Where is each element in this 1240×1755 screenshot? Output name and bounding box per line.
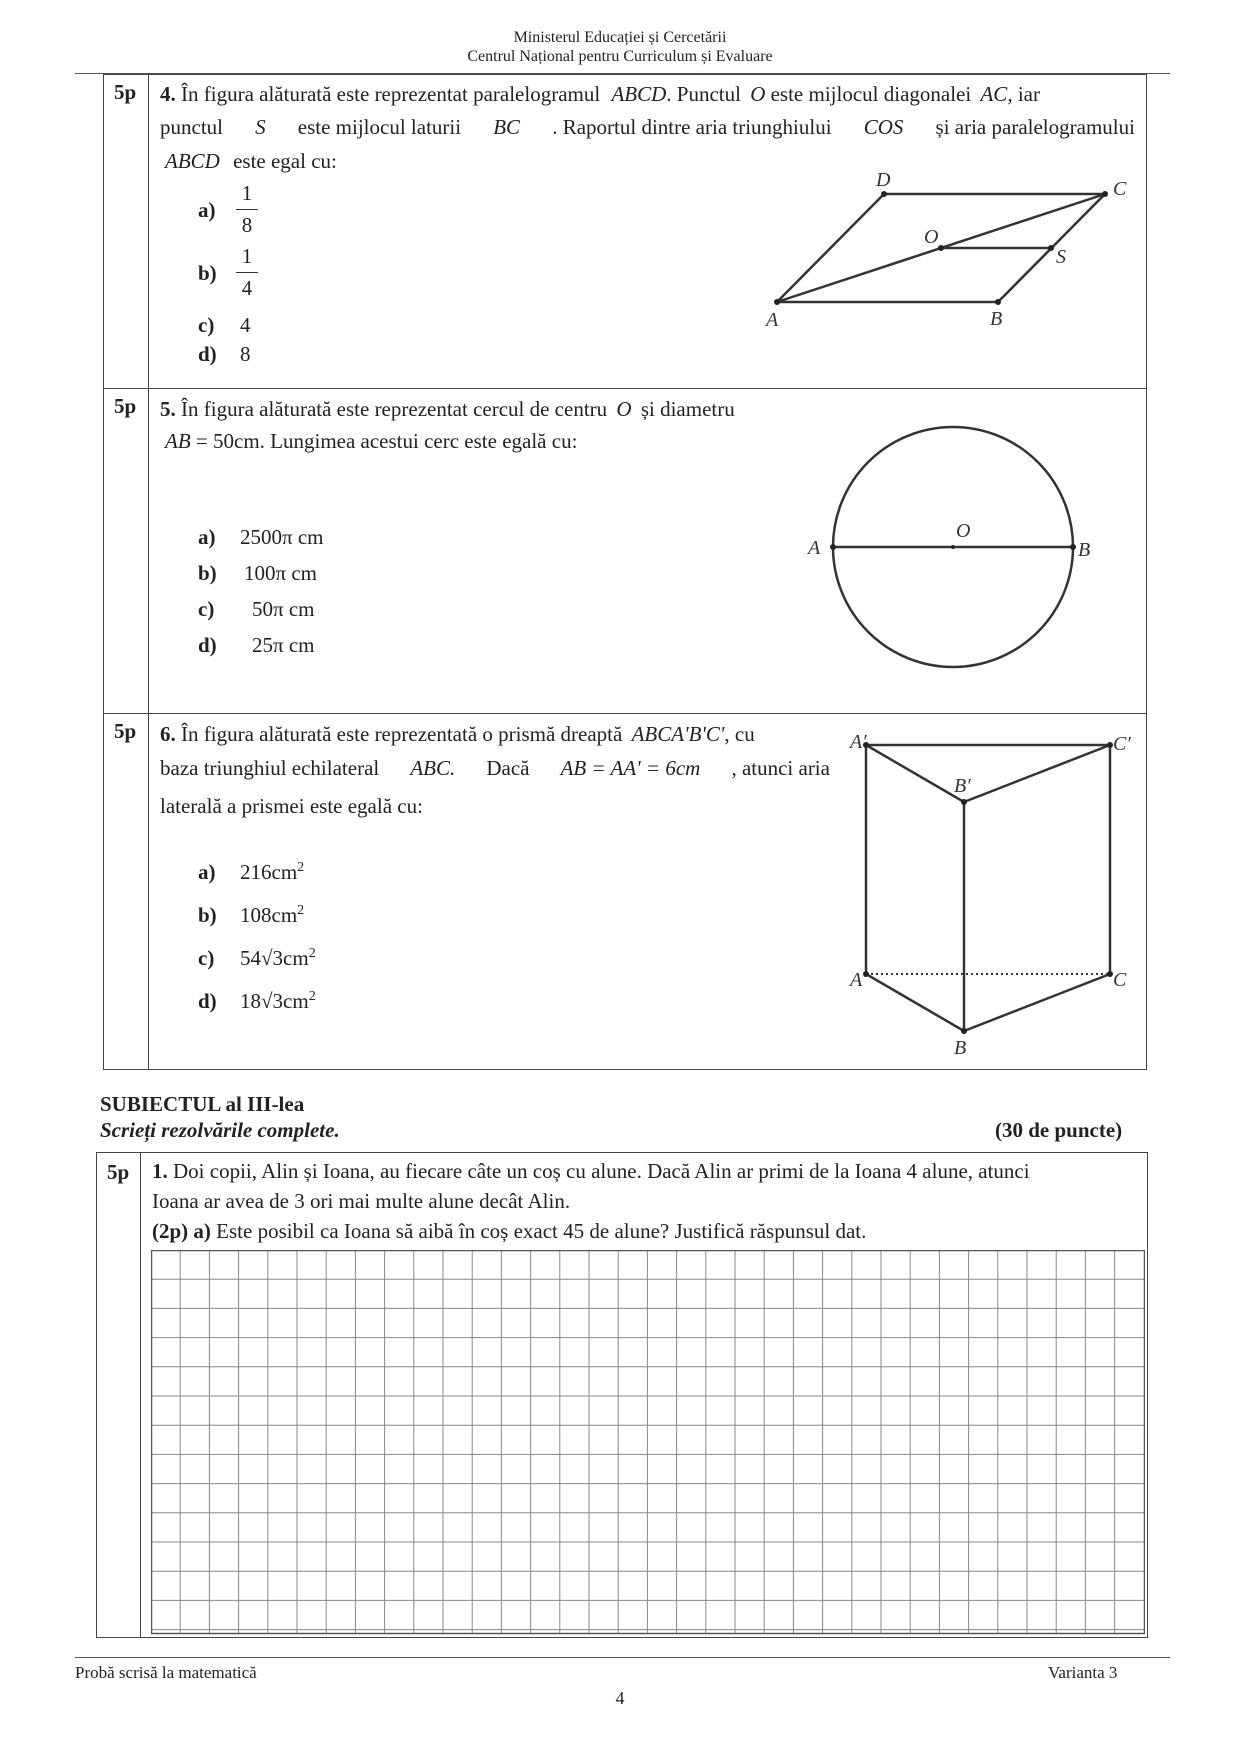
option-exponent: 2 [308,989,316,1004]
section-title: SUBIECTUL al III-lea [100,1092,305,1116]
fraction-bar [236,272,258,273]
q4-text: este mijlocul laturii [297,115,462,139]
q6-text: , cu [724,722,755,746]
option-label: b) [198,903,217,927]
q5-option-c [198,597,315,622]
q4-abcd: ABCD [611,82,667,106]
q5-text: . Lungimea acestui cerc este egală cu: [259,429,578,453]
option-value: 4 [240,313,251,337]
footer-right: Varianta 3 [1048,1663,1118,1682]
label-c: C [1113,969,1127,991]
q5-option-b [198,561,317,586]
p1-number: 1. [152,1159,168,1183]
q6-number: 6. [160,722,176,746]
p1-sub-text: Este posibil ca Ioana să aibă în coș exact 45 de alune? Justifică răspunsul dat. [216,1219,867,1243]
q6-prism: ABCA'B'C' [631,722,725,746]
label-s: S [1056,246,1066,268]
label-b: B [990,308,1003,330]
row-divider [103,388,1147,389]
q4-number: 4. [160,82,176,106]
label-o: O [924,226,939,248]
option-label: c) [198,313,215,337]
p1-text-line1 [152,1156,1138,1186]
q4-option-b-fraction [236,244,258,301]
option-value: 8 [240,342,251,366]
edge-bc [964,974,1110,1031]
label-b: B [954,1037,967,1059]
ministry-title: Ministerul Educației și Cercetării [513,29,727,46]
q5-text-line1 [160,392,735,426]
p1-sub-label: a) [193,1219,211,1243]
point-b [1070,544,1076,550]
p1-text-line2: Ioana ar avea de 3 ori mai multe alune decât Alin. [152,1189,571,1213]
q4-text: și aria paralelogramului [935,115,1135,139]
q4-text: . Raportul dintre aria triunghiului [552,115,832,139]
option-value: 18√3 [240,989,284,1013]
label-a1: A′ [850,731,867,753]
q6-eq: AB = AA' = 6cm [560,756,701,780]
point-d [881,191,887,197]
points-column-divider [140,1152,141,1638]
q6-text: Dacă [486,756,530,780]
option-unit: cm [271,903,298,927]
edge-a1b1 [866,745,964,802]
option-value: 25π cm [252,633,315,657]
option-value: 100π cm [244,561,318,585]
q5-number: 5. [160,397,176,421]
q6-text: baza triunghiul echilateral [160,756,380,780]
point-c [1102,191,1108,197]
footer-left: Probă scrisă la matematică [75,1663,257,1682]
q6-option-d [198,989,316,1014]
q4-bc: BC [493,115,521,139]
label-c: C [1113,178,1127,200]
point-b [995,299,1001,305]
option-label: d) [198,989,217,1013]
q4-text: . Punctul [666,82,741,106]
option-label: b) [198,261,217,285]
numerator: 1 [241,244,253,268]
section-subtitle: Scrieți rezolvările complete. [100,1118,340,1142]
option-label: d) [198,633,217,657]
label-a: A [766,309,779,331]
q4-text-line3 [165,144,337,178]
edge-b1c1 [964,745,1110,802]
q5-option-a [198,525,324,550]
option-exponent: 2 [297,903,305,918]
numerator: 1 [241,181,253,205]
option-label: a) [198,860,216,884]
option-exponent: 2 [308,946,316,961]
edge-ab [866,974,964,1031]
row-divider [103,713,1147,714]
footer-rule [75,1657,1170,1658]
prism-figure [830,720,1140,1065]
q6-option-c [198,946,316,971]
option-value: 216 [240,860,272,884]
q4-option-c [198,313,251,338]
parallelogram-figure [750,165,1140,340]
label-d: D [876,169,891,191]
label-a: A [850,969,863,991]
circle-figure [800,420,1110,675]
q6-text: , atunci aria [731,756,830,780]
q4-abcd: ABCD [165,149,220,173]
q5-text-line2 [165,424,577,458]
option-unit: cm [283,946,309,970]
denominator: 4 [241,276,253,300]
label-b1: B′ [954,775,971,797]
q4-text: , iar [1007,82,1040,106]
p1-sub-points: (2p) [152,1219,189,1243]
label-c1: C′ [1113,733,1131,755]
q4-text: punctul [160,115,223,139]
q5-o: O [616,397,632,421]
q6-text-line2 [160,751,830,785]
option-label: c) [198,597,215,621]
q5-points: 5p [114,394,137,418]
option-exponent: 2 [297,860,305,875]
point-o [951,545,955,549]
label-o: O [956,520,971,542]
p1-points: 5p [107,1160,130,1184]
fraction-bar [236,209,258,210]
point-b [961,1028,967,1034]
q4-text-line1 [160,77,1135,111]
q5-option-d [198,633,315,658]
q6-option-b [198,903,304,928]
q6-text: În figura alăturată este reprezentată o prismă dreaptă [181,722,623,746]
label-b: B [1078,539,1091,561]
section-points: (30 de puncte) [995,1118,1123,1142]
points-column-divider [148,74,149,1070]
point-a [863,971,869,977]
q4-text: În figura alăturată este reprezentat paralelogramul [181,82,601,106]
answer-grid[interactable] [151,1250,1145,1635]
p1-text: Doi copii, Alin și Ioana, au fiecare câte un coș cu alune. Dacă Alin ar primi de la Ioana 4 alune, atunci [173,1159,1030,1183]
option-label: b) [198,561,217,585]
q4-text: este egal cu: [233,149,337,173]
option-label: c) [198,946,215,970]
q6-option-a [198,860,304,885]
point-b1 [961,799,967,805]
center-title: Centrul Național pentru Curriculum și Evaluare [467,48,773,65]
option-unit: cm [271,860,298,884]
q4-text-line2 [160,110,1135,144]
denominator: 8 [241,213,253,237]
q6-text-line1 [160,717,830,751]
q6-points: 5p [114,719,137,743]
q4-option-d [198,342,251,367]
option-label: a) [198,198,216,222]
point-o [938,245,944,251]
q4-option-b [198,261,240,286]
option-value: 108 [240,903,272,927]
point-a [830,544,836,550]
q4-o: O [750,82,766,106]
q4-option-a [198,198,240,223]
label-a: A [808,537,821,559]
q5-text: În figura alăturată este reprezentat cercul de centru [181,397,608,421]
q4-cos: COS [863,115,904,139]
page-number: 4 [615,1688,625,1708]
q5-text: și diametru [640,397,735,421]
p1-subquestion-a [152,1216,866,1246]
option-value: 50π cm [252,597,315,621]
q4-s: S [255,115,266,139]
q4-option-a-fraction [236,181,258,238]
q6-abc: ABC. [410,756,456,780]
point-s [1048,245,1054,251]
option-unit: cm [283,989,309,1013]
point-a [774,299,780,305]
q4-text: este mijlocul diagonalei [770,82,972,106]
option-value: 54√3 [240,946,284,970]
option-label: d) [198,342,217,366]
q4-ac: AC [980,82,1008,106]
option-value: 2500π cm [240,525,324,549]
option-label: a) [198,525,216,549]
q6-text-line3: laterală a prismei este egală cu: [160,794,423,818]
q4-points: 5p [114,80,137,104]
q5-ab: AB [165,429,191,453]
q5-eq: = 50cm [195,429,260,453]
